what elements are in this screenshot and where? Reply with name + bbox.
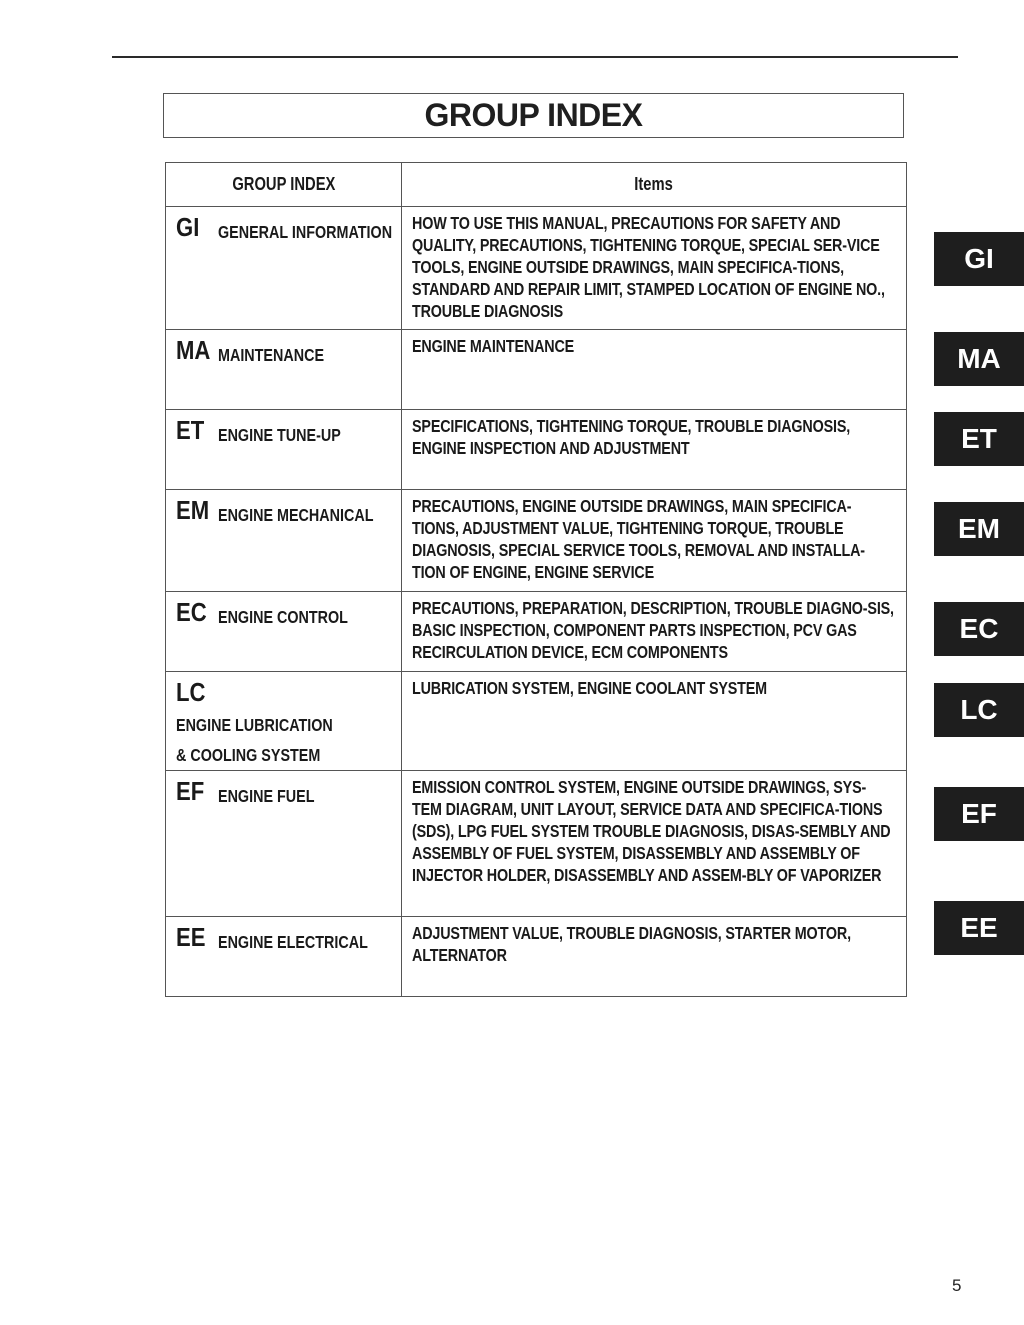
section-tab-ec[interactable]: EC <box>934 602 1024 656</box>
header-items: Items <box>402 163 907 207</box>
items-cell <box>402 330 907 410</box>
title-box <box>163 93 904 138</box>
items-text: HOW TO USE THIS MANUAL, PRECAUTIONS FOR SAFETY AND QUALITY, PRECAUTIONS, TIGHTENING TORQUE, SPECIAL SER-VICE TOOLS, ENGINE OUTSIDE DRAWINGS, MAIN SPECIFICA-TIONS, STANDARD AND REPAIR LIMIT, STAMPED LOCATION OF ENGINE NO., TROUBLE DIAGNOSIS <box>412 213 885 321</box>
table-row <box>166 592 907 672</box>
group-cell <box>166 330 402 410</box>
group-code: MA <box>176 335 211 365</box>
section-tab-gi[interactable]: GI <box>934 232 1024 286</box>
items-text: ENGINE MAINTENANCE <box>412 336 575 356</box>
items-cell <box>402 490 907 592</box>
group-code: ET <box>176 415 205 445</box>
group-cell <box>166 917 402 997</box>
table-row <box>166 207 907 330</box>
group-name: ENGINE CONTROL <box>218 607 348 627</box>
table-row <box>166 917 907 997</box>
section-tab-ma[interactable]: MA <box>934 332 1024 386</box>
items-text: ADJUSTMENT VALUE, TROUBLE DIAGNOSIS, STARTER MOTOR, ALTERNATOR <box>412 923 851 965</box>
group-name: ENGINE ELECTRICAL <box>218 932 368 952</box>
group-code: EM <box>176 495 210 525</box>
group-index-table <box>165 162 907 997</box>
table-row <box>166 330 907 410</box>
group-cell <box>166 672 402 771</box>
table-row <box>166 672 907 771</box>
group-code: EE <box>176 922 206 952</box>
group-name: ENGINE LUBRICATION & COOLING SYSTEM <box>176 715 333 765</box>
items-text: PRECAUTIONS, ENGINE OUTSIDE DRAWINGS, MAIN SPECIFICA-TIONS, ADJUSTMENT VALUE, TIGHTENING TORQUE, TROUBLE DIAGNOSIS, SPECIAL SERVICE TOOLS, REMOVAL AND INSTALLA-TION OF ENGINE, ENGINE SERVICE <box>412 496 865 582</box>
group-cell <box>166 490 402 592</box>
items-cell <box>402 207 907 330</box>
items-cell <box>402 771 907 917</box>
group-name: MAINTENANCE <box>218 345 325 365</box>
group-name: ENGINE MECHANICAL <box>218 505 374 525</box>
group-cell <box>166 592 402 672</box>
group-cell <box>166 207 402 330</box>
items-text: EMISSION CONTROL SYSTEM, ENGINE OUTSIDE DRAWINGS, SYS-TEM DIAGRAM, UNIT LAYOUT, SERVICE DATA AND SPECIFICA-TIONS (SDS), LPG FUEL SYSTEM TROUBLE DIAGNOSIS, DISAS-SEMBLY AND ASSEMBLY OF FUEL SYSTEM, DISASSEMBLY AND ASSEMBLY OF INJECTOR HOLDER, DISASSEMBLY AND ASSEM-BLY OF VAPORIZER <box>412 777 891 885</box>
header-group-index: GROUP INDEX <box>166 163 402 207</box>
page-title: GROUP INDEX <box>424 97 643 133</box>
items-cell <box>402 672 907 771</box>
group-name: ENGINE FUEL <box>218 786 315 806</box>
top-rule <box>112 56 958 58</box>
items-text: LUBRICATION SYSTEM, ENGINE COOLANT SYSTEM <box>412 678 767 698</box>
group-code: EF <box>176 776 205 806</box>
items-text: SPECIFICATIONS, TIGHTENING TORQUE, TROUBLE DIAGNOSIS, ENGINE INSPECTION AND ADJUSTMENT <box>412 416 851 458</box>
items-text: PRECAUTIONS, PREPARATION, DESCRIPTION, TROUBLE DIAGNO-SIS, BASIC INSPECTION, COMPONENT PARTS INSPECTION, PCV GAS RECIRCULATION DEVICE, ECM COMPONENTS <box>412 598 894 662</box>
section-tab-et[interactable]: ET <box>934 412 1024 466</box>
items-cell <box>402 917 907 997</box>
table-row <box>166 771 907 917</box>
table-row <box>166 410 907 490</box>
section-tab-ef[interactable]: EF <box>934 787 1024 841</box>
group-name: GENERAL INFORMATION <box>218 222 393 242</box>
section-tab-ee[interactable]: EE <box>934 901 1024 955</box>
section-tab-lc[interactable]: LC <box>934 683 1024 737</box>
page-number: 5 <box>952 1276 962 1295</box>
group-name: ENGINE TUNE-UP <box>218 425 341 445</box>
group-code: GI <box>176 212 200 242</box>
group-cell <box>166 410 402 490</box>
group-cell <box>166 771 402 917</box>
group-code: EC <box>176 597 207 627</box>
items-cell <box>402 410 907 490</box>
table-row <box>166 490 907 592</box>
table-header-row <box>166 163 907 207</box>
group-code: LC <box>176 677 206 707</box>
section-tab-em[interactable]: EM <box>934 502 1024 556</box>
items-cell <box>402 592 907 672</box>
